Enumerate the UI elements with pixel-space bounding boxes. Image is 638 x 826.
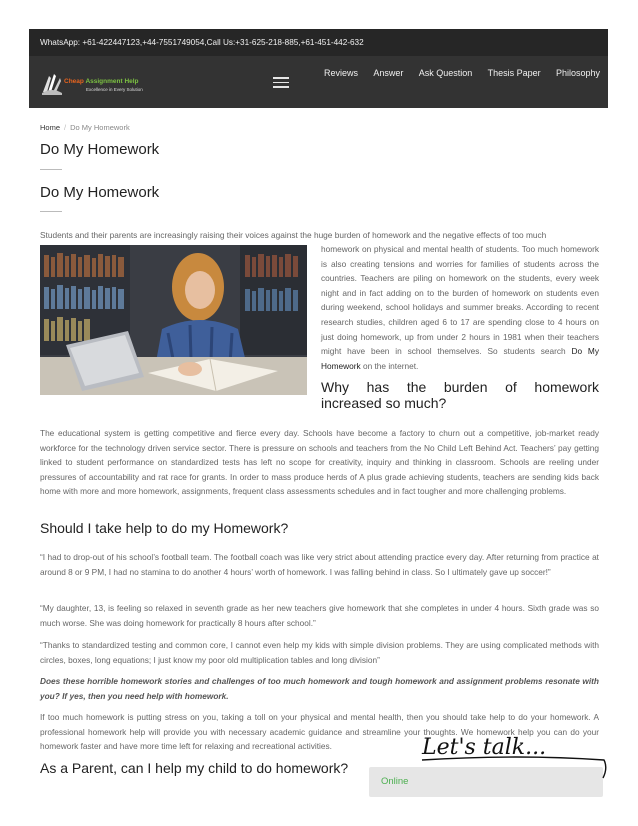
nav-item-thesis-paper[interactable]: Thesis Paper (487, 68, 541, 78)
logo-hands-icon (40, 70, 64, 96)
nav-item-answer[interactable]: Answer (373, 68, 404, 78)
nav-item-reviews[interactable]: Reviews (324, 68, 359, 78)
lets-talk-chat-icon[interactable] (418, 728, 608, 783)
quote-football: “I had to drop-out of his school’s football team. The football coach was like very strict about attending practice every day. After returning from practice at around 8 or 9 PM, I had no stamina to do another 4 hours’ worth of homework. I was falling behind in class. So I ultimately gave up soccer!” (40, 552, 599, 577)
why-paragraph: The educational system is getting competitive and fierce every day. Schools have become a factory to churn out a competitive, job-market ready workforce for the technology driven service sector. There is pressure on schools and teachers from the No Child Left Behind Act. Teachers’ pay getting linked to student performance on standardized tests has left no scope for creativity, inquiry and thinking in classroom. Schools are reeling under pressures of accountability and rat race for grants. In order to mass produce herds of A plus grade achieving students, teachers are sending kids back home with more and more homework, assignments, frequent class assessments schedules and in fact tougher and more challenging problems. (40, 428, 599, 497)
logo-tagline: Excellence in Every Solution (86, 87, 143, 92)
svg-text:Let's talk...: Let's talk... (422, 735, 547, 760)
contact-numbers: WhatsApp: +61-422447123,+44-7551749054,Call Us:+31-625-218-885,+61-451-442-632 (40, 38, 364, 47)
intro-paragraph-side: homework on physical and mental health of students. Too much homework is also creating tensions and worries for families of students across the countries. Teachers are piling on homework on the students, every week night and in fact adding on to the burden of homework on students even during weekend, school holidays and summer breaks. According to recent research studies, children aged 6 to 17 are spending close to 4 hours on just doing homework, up from under 2 hours in 1981 when their teachers might have been in school themselves. So students search Do My Homework on the internet. (321, 244, 599, 371)
top-contact-bar (29, 29, 608, 56)
main-navbar (29, 56, 608, 108)
do-my-homework-link[interactable]: Do My Homework (321, 346, 599, 371)
quote-daughter: “My daughter, 13, is feeling so relaxed in seventh grade as her new teachers give homework that she completes in under 4 hours. Sixth grade was so much worse. She was doing homework for practically 8 hours after school.” (40, 603, 599, 628)
hamburger-menu-icon[interactable] (273, 77, 289, 89)
breadcrumb-current: Do My Homework (70, 123, 130, 132)
logo-brand: Cheap Assignment Help (64, 78, 139, 85)
why-heading: Why has the burden of homework (321, 379, 599, 395)
advice-paragraph: If too much homework is putting stress on you, taking a toll on your physical and mental health, then you should take help to do your homework. A professional homework help will provide you with necessary academic guidance and streamline your thoughts. We homework help you can do your homework faster and have more time left for relaxing and recreational activities. (40, 712, 599, 752)
page-title: Do My Homework (40, 141, 160, 158)
should-heading: Should I take help to do my Homework? (40, 520, 289, 536)
article-title: Do My Homework (40, 184, 160, 201)
breadcrumb-separator: / (64, 123, 67, 132)
breadcrumb-home-link[interactable]: Home (40, 123, 61, 132)
article-title-divider (40, 211, 62, 212)
intro-paragraph-top: Students and their parents are increasingly raising their voices against the huge burden of homework and the negative effects of too much (40, 230, 547, 240)
parent-heading: As a Parent, can I help my child to do homework? (40, 760, 349, 776)
nav-item-philosophy[interactable]: Philosophy (555, 68, 600, 78)
title-divider (40, 169, 62, 170)
site-logo[interactable] (40, 70, 143, 98)
nav-item-ask-question[interactable]: Ask Question (418, 68, 473, 78)
breadcrumb (40, 123, 130, 132)
quote-common-core: “Thanks to standardized testing and common core, I cannot even help my kids with simple division problems. They are using complicated methods with circles, boxes, long equations; I just know my poor old multiplication tables and long division” (40, 640, 599, 665)
student-studying-photo (40, 245, 307, 395)
chat-status: Online (381, 776, 409, 787)
nav-menu (324, 68, 600, 78)
why-heading-line2: increased so much? (321, 395, 447, 411)
question-paragraph: Does these horrible homework stories and challenges of too much homework and tough homework and assignment problems resonate with you? If yes, then you need help with homework. (40, 676, 599, 701)
